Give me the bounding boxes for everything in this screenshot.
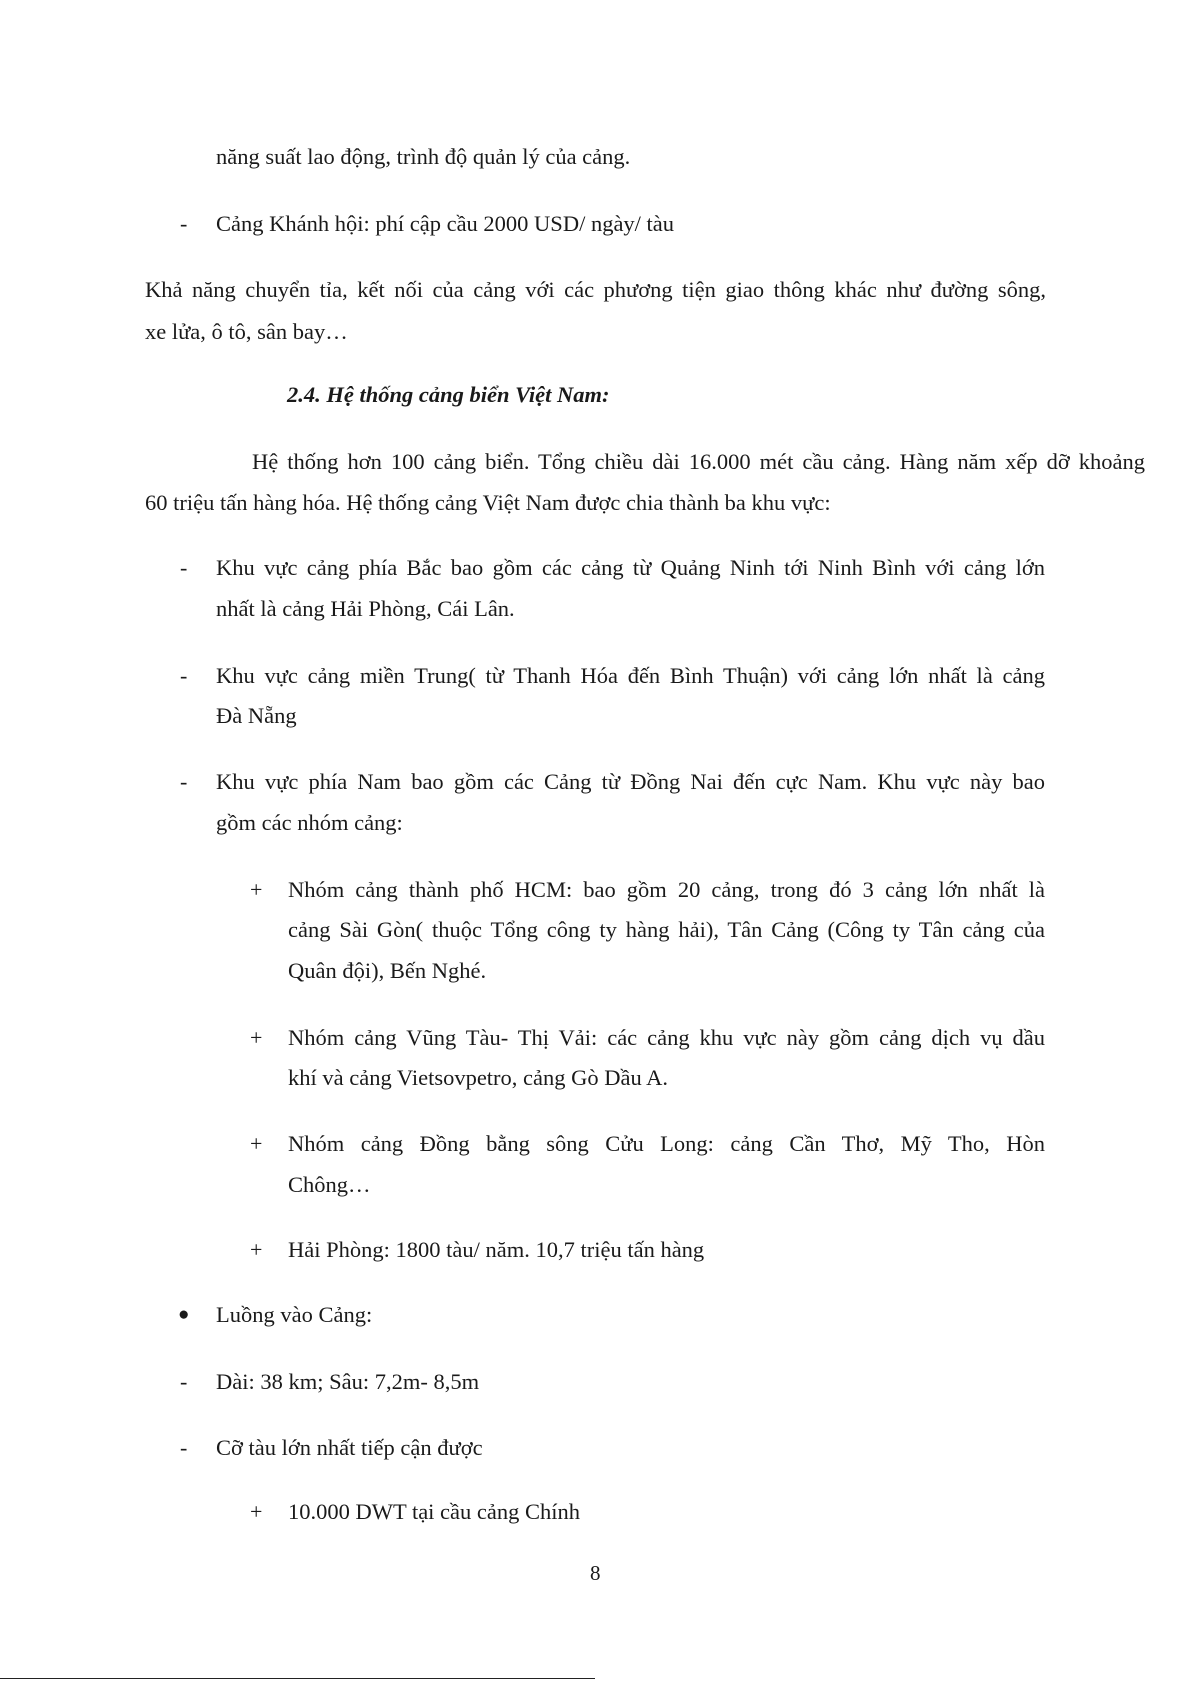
list-item-text: Đà Nẵng [216,703,297,728]
dash-marker: - [180,663,188,688]
plus-marker: + [250,1025,263,1050]
paragraph-line: Hệ thống hơn 100 cảng biển. Tổng chiều dài 16.000 mét cầu cảng. Hàng năm xếp dỡ khoảng [252,449,1145,474]
list-item-text: nhất là cảng Hải Phòng, Cái Lân. [216,596,515,621]
list-item-text: Cỡ tàu lớn nhất tiếp cận được [216,1435,483,1460]
plus-marker: + [250,1499,263,1524]
list-item-text: Dài: 38 km; Sâu: 7,2m- 8,5m [216,1369,480,1394]
list-item-text: gồm các nhóm cảng: [216,810,403,835]
sub-list-item-text: khí và cảng Vietsovpetro, cảng Gò Dầu A. [288,1065,669,1090]
sub-list-item-text: cảng Sài Gòn( thuộc Tổng công ty hàng hải), Tân Cảng (Công ty Tân cảng của [288,917,1045,942]
list-item-text: Khu vực cảng phía Bắc bao gồm các cảng từ Quảng Ninh tới Ninh Bình với cảng lớn [216,555,1045,580]
sub-list-item-text: Chông… [288,1172,371,1197]
sub-list-item-text: 10.000 DWT tại cầu cảng Chính [288,1499,581,1524]
list-item-text: Luồng vào Cảng: [216,1302,373,1327]
sub-list-item-text: Quân đội), Bến Nghé. [288,958,487,983]
dash-marker: - [180,211,188,236]
sub-list-item-text: Hải Phòng: 1800 tàu/ năm. 10,7 triệu tấn hàng [288,1237,705,1262]
section-heading: 2.4. Hệ thống cảng biển Việt Nam: [287,382,610,407]
page-number: 8 [590,1561,601,1585]
plus-marker: + [250,877,263,902]
paragraph-line: Khả năng chuyển tỉa, kết nối của cảng với các phương tiện giao thông khác như đường sông, [145,277,1046,302]
list-item-text: Cảng Khánh hội: phí cập cầu 2000 USD/ ngày/ tàu [216,211,675,236]
sub-list-item-text: Nhóm cảng Đồng bằng sông Cửu Long: cảng Cần Thơ, Mỹ Tho, Hòn [288,1131,1045,1156]
sub-list-item-text: Nhóm cảng thành phố HCM: bao gồm 20 cảng, trong đó 3 cảng lớn nhất là [288,877,1045,902]
dash-marker: - [180,1435,188,1460]
dash-marker: - [180,769,188,794]
list-item-text: Khu vực cảng miền Trung( từ Thanh Hóa đến Bình Thuận) với cảng lớn nhất là cảng [216,663,1045,688]
plus-marker: + [250,1237,263,1262]
dash-marker: - [180,1369,188,1394]
dash-marker: - [180,555,188,580]
paragraph-line: năng suất lao động, trình độ quản lý của cảng. [216,144,631,169]
footnote-separator [0,1678,595,1679]
plus-marker: + [250,1131,263,1156]
paragraph-line: xe lửa, ô tô, sân bay… [145,319,348,344]
sub-list-item-text: Nhóm cảng Vũng Tàu- Thị Vải: các cảng khu vực này gồm cảng dịch vụ dầu [288,1025,1045,1050]
paragraph-line: 60 triệu tấn hàng hóa. Hệ thống cảng Việt Nam được chia thành ba khu vực: [145,490,831,515]
list-item-text: Khu vực phía Nam bao gồm các Cảng từ Đồng Nai đến cực Nam. Khu vực này bao [216,769,1045,794]
bullet-marker: ● [178,1304,190,1325]
